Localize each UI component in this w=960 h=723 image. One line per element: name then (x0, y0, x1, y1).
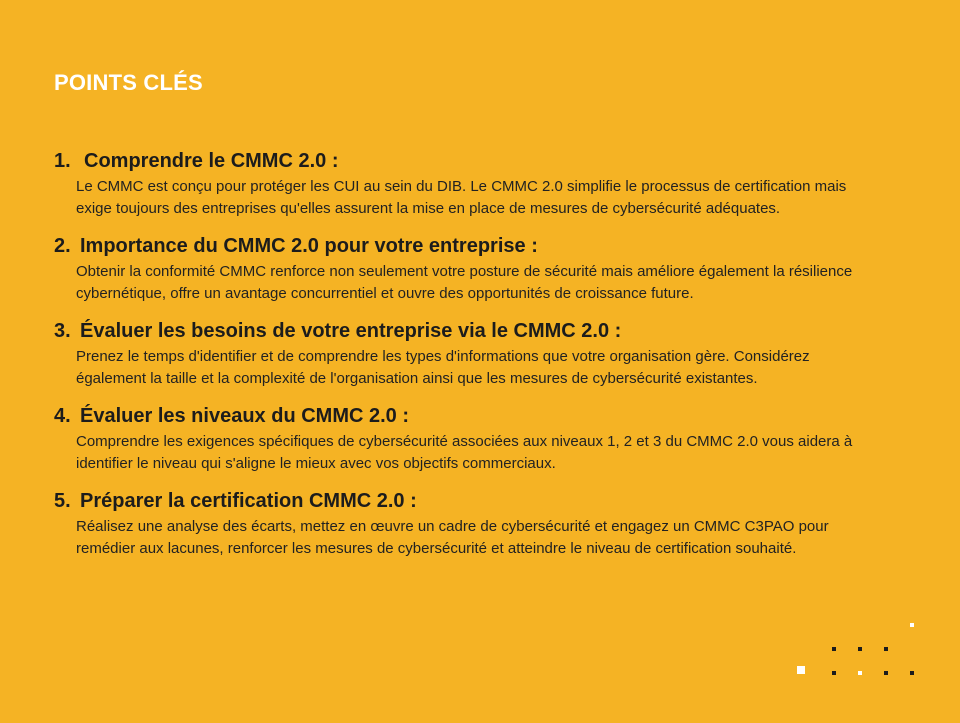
key-point-body: Comprendre les exigences spécifiques de cybersécurité associées aux niveaux 1, 2 et 3 du CMMC 2.0 vous aidera à identifier le niveau qui s'aligne le mieux avec vos objectifs commerciaux. (76, 433, 853, 472)
key-point-number: 2. (54, 235, 71, 257)
decorative-dot (910, 671, 914, 675)
key-point-body: Réalisez une analyse des écarts, mettez en œuvre un cadre de cybersécurité et engagez un CMMC C3PAO pour remédier aux lacunes, renforcer les mesures de cybersécurité et atteindre le niveau de certification souhaité. (76, 518, 829, 557)
key-point-4 (54, 403, 874, 475)
key-point-5 (54, 488, 874, 560)
key-point-number: 1. (54, 150, 71, 172)
decorative-dot (858, 671, 862, 675)
key-point-heading (54, 233, 874, 259)
decorative-dot (858, 647, 862, 651)
decorative-dot (910, 623, 914, 627)
decorative-dot (884, 647, 888, 651)
decorative-dot (884, 671, 888, 675)
key-points-list (54, 148, 874, 573)
page-title: POINTS CLÉS (54, 70, 203, 95)
key-point-title: Comprendre le CMMC 2.0 : (84, 150, 339, 172)
decorative-dot (832, 671, 836, 675)
key-point-title: Évaluer les besoins de votre entreprise via le CMMC 2.0 : (80, 320, 622, 342)
key-point-number: 5. (54, 490, 71, 512)
decorative-dot (797, 666, 805, 674)
key-point-title: Évaluer les niveaux du CMMC 2.0 : (80, 405, 409, 427)
key-point-2 (54, 233, 874, 305)
key-point-heading (54, 403, 874, 429)
key-point-title: Importance du CMMC 2.0 pour votre entreprise : (80, 235, 538, 257)
key-point-number: 4. (54, 405, 71, 427)
key-point-body: Obtenir la conformité CMMC renforce non seulement votre posture de sécurité mais améliore également la résilience cybernétique, offre un avantage concurrentiel et ouvre des opportunités de croissance future. (76, 263, 853, 302)
key-point-body: Le CMMC est conçu pour protéger les CUI au sein du DIB. Le CMMC 2.0 simplifie le processus de certification mais exige toujours des entreprises qu'elles assurent la mise en place de mesures de cybersécurité adéquates. (76, 178, 847, 217)
key-point-body: Prenez le temps d'identifier et de comprendre les types d'informations que votre organisation gère. Considérez également la taille et la complexité de l'organisation ainsi que les mesures de cybersécurité existantes. (76, 348, 810, 387)
key-point-1 (54, 148, 874, 220)
key-point-number: 3. (54, 320, 71, 342)
decorative-dot (832, 647, 836, 651)
key-point-heading (54, 148, 874, 174)
key-point-heading (54, 488, 874, 514)
key-point-title: Préparer la certification CMMC 2.0 : (80, 490, 417, 512)
key-point-heading (54, 318, 874, 344)
key-point-3 (54, 318, 874, 390)
